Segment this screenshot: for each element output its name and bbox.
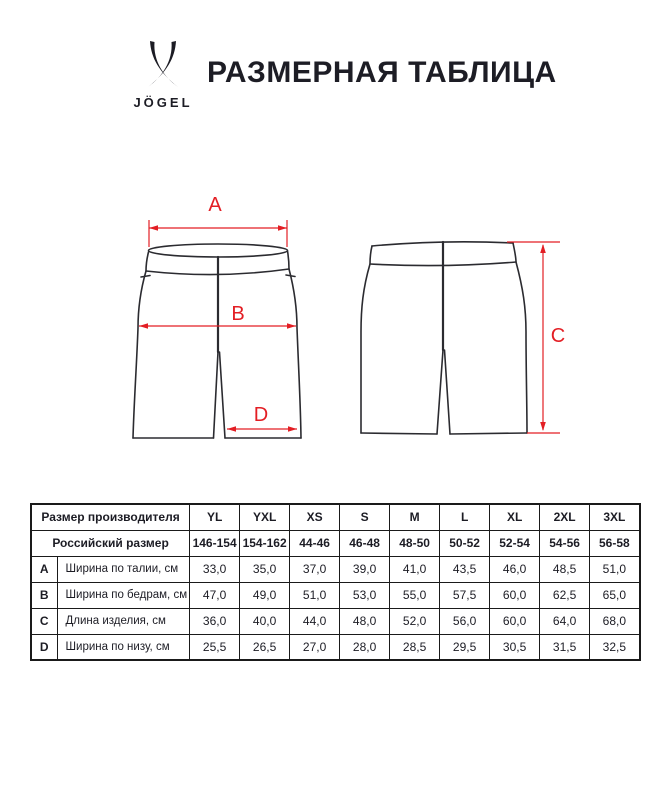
table-size-cell: 3XL <box>590 504 640 530</box>
measure-value-cell: 47,0 <box>190 582 240 608</box>
size-table-measurement-row <box>31 582 640 608</box>
size-table-measurement-row <box>31 556 640 582</box>
measure-letter-cell: A <box>31 556 57 582</box>
dimension-lines <box>139 220 560 433</box>
measure-value-cell: 62,5 <box>540 582 590 608</box>
measure-letter-cell: B <box>31 582 57 608</box>
measure-value-cell: 65,0 <box>590 582 640 608</box>
shorts-diagram-svg <box>0 180 665 480</box>
dim-label-d: D <box>253 404 269 426</box>
shorts-diagrams <box>0 180 665 480</box>
table-size-cell: XS <box>290 504 340 530</box>
measure-letter-cell: C <box>31 608 57 634</box>
measure-value-cell: 25,5 <box>190 634 240 660</box>
measure-value-cell: 60,0 <box>490 608 540 634</box>
measure-value-cell: 68,0 <box>590 608 640 634</box>
measure-value-cell: 27,0 <box>290 634 340 660</box>
measure-label-cell: Длина изделия, см <box>57 608 190 634</box>
measure-value-cell: 44,0 <box>290 608 340 634</box>
measure-value-cell: 33,0 <box>190 556 240 582</box>
table-size-cell: 2XL <box>540 504 590 530</box>
measure-value-cell: 28,0 <box>340 634 390 660</box>
table-size-cell: 56-58 <box>590 530 640 556</box>
table-size-cell: YL <box>190 504 240 530</box>
front-view-outline <box>133 244 301 438</box>
measure-label-cell: Ширина по талии, см <box>57 556 190 582</box>
measure-value-cell: 51,0 <box>590 556 640 582</box>
measure-value-cell: 28,5 <box>390 634 440 660</box>
measure-value-cell: 40,0 <box>240 608 290 634</box>
brand-wordmark: JÖGEL <box>133 95 193 110</box>
measure-letter-cell: D <box>31 634 57 660</box>
table-size-cell: 44-46 <box>290 530 340 556</box>
table-size-cell: 48-50 <box>390 530 440 556</box>
table-size-cell: 54-56 <box>540 530 590 556</box>
back-view-outline <box>361 242 527 434</box>
measure-value-cell: 36,0 <box>190 608 240 634</box>
measure-value-cell: 56,0 <box>440 608 490 634</box>
size-table <box>30 503 641 661</box>
size-table-header-row <box>31 530 640 556</box>
table-size-cell: S <box>340 504 390 530</box>
table-size-cell: XL <box>490 504 540 530</box>
table-size-cell: 50-52 <box>440 530 490 556</box>
measure-value-cell: 30,5 <box>490 634 540 660</box>
table-size-cell: 146-154 <box>190 530 240 556</box>
size-table-measurement-row <box>31 634 640 660</box>
dim-label-b: B <box>231 303 245 325</box>
measure-value-cell: 49,0 <box>240 582 290 608</box>
measure-value-cell: 32,5 <box>590 634 640 660</box>
size-table-header-row <box>31 504 640 530</box>
measure-value-cell: 37,0 <box>290 556 340 582</box>
measure-label-cell: Ширина по низу, см <box>57 634 190 660</box>
measure-value-cell: 29,5 <box>440 634 490 660</box>
brand-logo <box>126 40 200 110</box>
measure-value-cell: 60,0 <box>490 582 540 608</box>
page-title: РАЗМЕРНАЯ ТАБЛИЦА <box>207 56 557 89</box>
dim-label-c: C <box>550 325 566 347</box>
table-size-cell: 52-54 <box>490 530 540 556</box>
table-size-cell: M <box>390 504 440 530</box>
measure-value-cell: 39,0 <box>340 556 390 582</box>
table-size-cell: YXL <box>240 504 290 530</box>
measure-value-cell: 26,5 <box>240 634 290 660</box>
measure-value-cell: 48,5 <box>540 556 590 582</box>
measure-value-cell: 51,0 <box>290 582 340 608</box>
measure-value-cell: 64,0 <box>540 608 590 634</box>
measure-value-cell: 46,0 <box>490 556 540 582</box>
measure-value-cell: 53,0 <box>340 582 390 608</box>
table-size-cell: L <box>440 504 490 530</box>
jogel-v-icon <box>138 40 188 92</box>
measure-value-cell: 48,0 <box>340 608 390 634</box>
measure-value-cell: 43,5 <box>440 556 490 582</box>
measure-value-cell: 52,0 <box>390 608 440 634</box>
dim-label-a: A <box>208 194 222 216</box>
table-header-label: Размер производителя <box>31 504 190 530</box>
table-size-cell: 46-48 <box>340 530 390 556</box>
measure-value-cell: 57,5 <box>440 582 490 608</box>
table-size-cell: 154-162 <box>240 530 290 556</box>
table-header-label: Российский размер <box>31 530 190 556</box>
measure-value-cell: 41,0 <box>390 556 440 582</box>
size-table-measurement-row <box>31 608 640 634</box>
measure-label-cell: Ширина по бедрам, см <box>57 582 190 608</box>
measure-value-cell: 35,0 <box>240 556 290 582</box>
measure-value-cell: 55,0 <box>390 582 440 608</box>
measure-value-cell: 31,5 <box>540 634 590 660</box>
